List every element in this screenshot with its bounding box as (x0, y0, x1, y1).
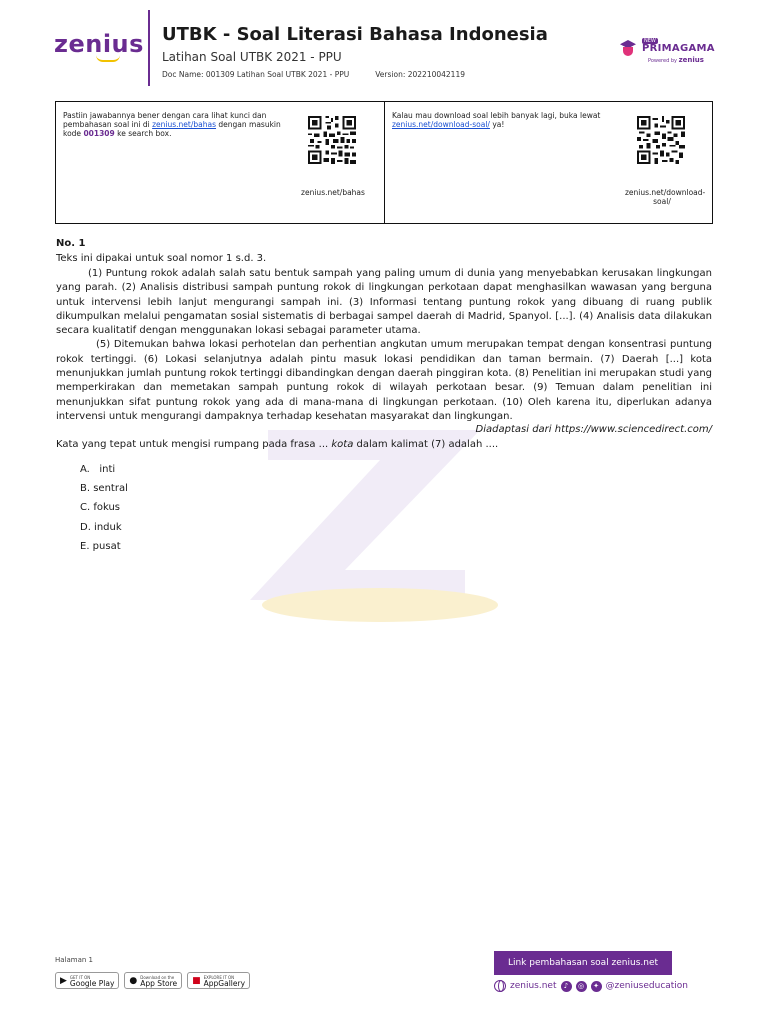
store-big: App Store (140, 978, 178, 988)
app-store-badge[interactable] (124, 972, 182, 989)
play-icon: ▶ (60, 975, 67, 986)
social-links (494, 980, 688, 992)
social-handle[interactable]: @zeniuseducation (605, 981, 689, 991)
option-a[interactable]: A. inti (80, 464, 116, 475)
reading-passage (56, 267, 712, 424)
prompt-text-2: dalam kalimat (7) adalah .... (353, 439, 499, 450)
primagama-logo (620, 38, 730, 64)
google-play-badge[interactable] (55, 972, 119, 989)
header-divider (148, 10, 150, 86)
doc-version: Version: 202210042119 (375, 70, 466, 79)
store-small: EXPLORE IT ON (203, 974, 235, 980)
qr-label-bahas: zenius.net/bahas (301, 188, 365, 197)
app-gallery-badge[interactable] (187, 972, 250, 989)
answer-key-text-3: ke search box. (114, 129, 172, 138)
option-c[interactable]: C. fokus (80, 502, 121, 514)
zenius-watermark-icon (250, 430, 480, 600)
prompt-text: Kata yang tepat untuk mengisi rumpang pada frasa ... (56, 439, 332, 450)
page-label: Halaman 1 (55, 956, 94, 964)
answer-key-text: Pastiin jawabannya bener dengan cara lihat kunci dan pembahasan soal ini di (63, 111, 267, 129)
option-d[interactable]: D. induk (80, 521, 122, 533)
store-big: Google Play (69, 978, 115, 988)
tiktok-icon[interactable]: ♪ (561, 981, 572, 992)
zenius-logo: zenius (54, 30, 144, 58)
primagama-new-badge: NEW (644, 38, 656, 44)
option-e[interactable]: E. pusat (80, 540, 121, 552)
watermark-smile (262, 588, 498, 622)
answer-key-instructions (63, 111, 291, 138)
passage-paragraph-1: (1) Puntung rokok adalah salah satu bentuk sampah yang paling umum di dunia yang menyebabkan kerusakan lingkungan yang parah. (2) Analisis distribusi sampah puntung rokok di lingkungan perkotaan dapat menghasilkan wawasan yang berguna untuk intervensi lebih lanjut mengurangi sampah ini. (3) Informasi tentang puntung rokok yang dibuang di ruang publik dikumpulkan melalui pengamatan sosial sistematis di berbagai sampel daerah di Madrid, Spanyol. [...]. (4) Analisis data dilakukan secara kualitatif dengan menggunakan lokasi sebagai parameter utama. (56, 268, 712, 337)
powered-brand: zenius (678, 56, 704, 64)
qr-label-download: zenius.net/download-soal/ (625, 188, 706, 206)
download-text-2: ya! (489, 120, 505, 129)
question-code: 001309 (83, 129, 115, 138)
document-meta (162, 70, 465, 79)
primagama-name: PRIMAGAMA (642, 43, 715, 54)
download-soal-link[interactable]: zenius.net/download-soal/ (392, 120, 490, 129)
store-big: AppGallery (203, 978, 246, 988)
store-badges (55, 972, 250, 989)
twitter-icon[interactable]: ✦ (591, 981, 602, 992)
answer-options (80, 464, 128, 560)
instagram-icon[interactable]: ◎ (576, 981, 587, 992)
store-small: GET IT ON (69, 974, 91, 980)
question-number: No. 1 (56, 238, 86, 249)
powered-text: Powered by (648, 58, 677, 64)
info-box (55, 101, 713, 224)
option-b[interactable]: B. sentral (80, 483, 128, 495)
passage-paragraph-2: (5) Ditemukan bahwa lokasi perhotelan dan perhentian angkutan umum merupakan tempat dengan konsentrasi puntung rokok tertinggi. (6) Lokasi selanjutnya adalah pintu masuk lokasi pendidikan dan taman bermain. (7) Daerah [...] kota menunjukkan jumlah puntung rokok tertinggi dibandingkan dengan daerah pinggiran kota. (8) Penelitian ini merupakan studi yang memperkirakan dan memetakan sampah puntung rokok di wilayah perkotaan besar. (9) Temuan dalam penelitian ini menunjukkan sifat puntung rokok yang ada di mana-mana di lingkungan perkotaan. (10) Oleh karena itu, diperlukan adanya intervensi untuk mengurangi dampaknya terhadap kesehatan masyarakat dan lingkungan. (56, 339, 713, 422)
document-subtitle: Latihan Soal UTBK 2021 - PPU (162, 50, 342, 64)
info-cell-download (384, 102, 712, 223)
question-intro: Teks ini dipakai untuk soal nomor 1 s.d. 3. (56, 253, 267, 264)
doc-name: Doc Name: 001309 Latihan Soal UTBK 2021 - PPU (162, 70, 350, 79)
primagama-powered (648, 56, 704, 64)
store-small: Download on the (140, 974, 175, 980)
download-instructions (392, 111, 620, 129)
primagama-shield-icon (623, 47, 633, 56)
pembahasan-link-button[interactable]: Link pembahasan soal zenius.net (494, 951, 672, 975)
globe-icon (494, 980, 506, 992)
apple-icon: ● (129, 975, 138, 986)
logo-smile-mark (96, 55, 120, 62)
bahas-link[interactable]: zenius.net/bahas (152, 120, 217, 129)
passage-source: Diadaptasi dari https://www.sciencedirect.com/ (475, 424, 712, 435)
website-link[interactable]: zenius.net (510, 981, 557, 991)
question-prompt (56, 439, 498, 450)
download-text: Kalau mau download soal lebih banyak lagi, buka lewat (392, 111, 601, 120)
info-cell-answer-key (56, 102, 384, 223)
prompt-kota: kota (331, 439, 354, 450)
document-title: UTBK - Soal Literasi Bahasa Indonesia (162, 24, 548, 45)
qr-code-bahas-icon[interactable] (308, 116, 356, 164)
answer-key-text-2: dengan masukin kode (63, 120, 281, 138)
qr-code-download-icon[interactable] (637, 116, 685, 164)
huawei-icon: ■ (192, 975, 201, 986)
